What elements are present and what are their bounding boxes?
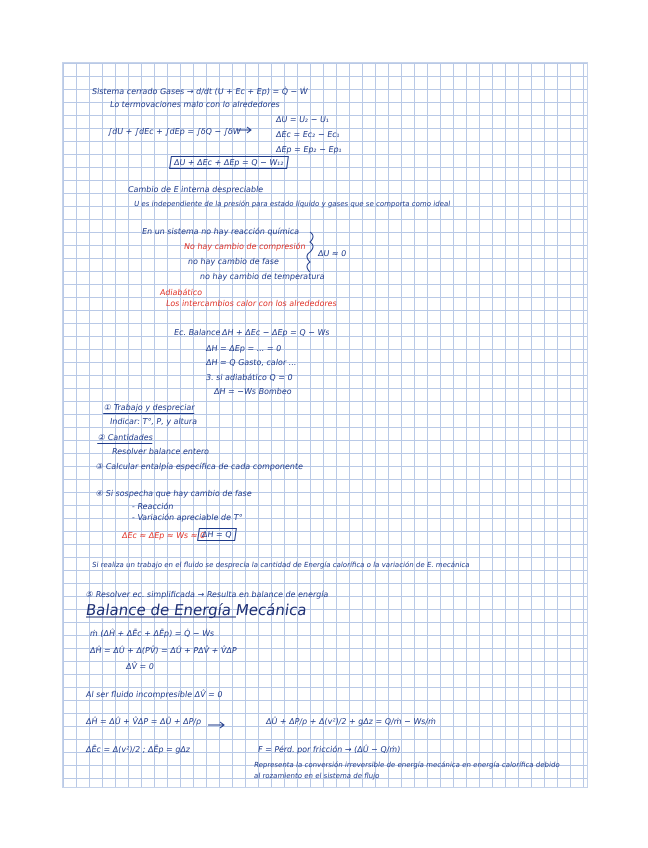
adiabatico-description: Los intercambios calor con los alrededores	[165, 299, 338, 308]
final-note-2: al rozamiento en el sistema de flujo	[253, 772, 380, 780]
note-line-1b: Lo termovaciones malo con lo alrededores	[109, 100, 281, 109]
step-2-desc: Resolver balance entero	[111, 447, 210, 456]
work-note: Si realiza un trabajo en el fluido se desprecia la cantidad de Energía calorífica o la variación de E. mecánica	[91, 561, 471, 569]
def-delta-ep: ΔEp = Ep₂ − Ep₁	[275, 145, 343, 154]
step-1: ① Trabajo y despreciar	[103, 403, 196, 412]
balance-case-3: ΔH = Q Gasto, calor ...	[205, 358, 298, 367]
cambio-title: Cambio de E interna despreciable	[127, 185, 264, 194]
balance-label: Ec. Balance	[173, 328, 222, 337]
balance-case-5: ΔH = −Ws Bombeo	[213, 387, 293, 396]
step-4-a: - Reacción	[131, 502, 175, 511]
balance-case-4: 3. si adiabático Q = 0	[205, 373, 294, 382]
mechanical-eq-2: ΔĤ = ΔÛ + Δ(PV̂) = ΔÛ + PΔV̂ + V̂ΔP	[89, 646, 238, 655]
balance-equation: ΔH + ΔEc − ΔEp = Q − Ws	[221, 328, 331, 337]
mechanical-eq-1: ṁ (ΔĤ + ΔĒc + ΔĒp) = Q̇ − Ẇs	[89, 629, 215, 638]
boxed-energy-equation: ΔU + ΔEc + ΔEp = Q − W₁₂	[169, 156, 288, 169]
def-delta-ec: ΔEc = Ec₂ − Ec₁	[275, 130, 341, 139]
final-note-1: Representa la conversión irreversible de energía mecánica en energía calorífica debido	[253, 761, 561, 769]
note-line-1: Sistema cerrado Gases → d/dt (U + Ec + Ep) = Q̇ − Ẇ	[91, 87, 309, 96]
red-equation: ΔEc ≈ ΔEp ≈ Ws ≈ 0	[121, 531, 206, 540]
adiabatico-label: Adiabático	[159, 288, 203, 297]
mechanical-eq-3: ΔV̂ = 0	[125, 662, 155, 671]
condition-intro: En un sistema no hay reacción química	[141, 227, 300, 236]
formula-3: ΔĒc = Δ(v²)/2 ; ΔĒp = gΔz	[85, 745, 191, 754]
def-delta-u: ΔU = U₂ − U₁	[275, 115, 330, 124]
formula-2: ΔÛ + ΔP/ρ + Δ(v²)/2 + gΔz = Q/ṁ − Ws/ṁ	[265, 717, 437, 726]
condition-no-compression: No hay cambio de compresión	[183, 242, 307, 251]
incompressible-note: Al ser fluido incompresible ΔV̂ = 0	[85, 690, 224, 699]
step-4-b: - Variación apreciable de T°	[131, 513, 244, 522]
section-title: Balance de Energía Mecánica	[84, 601, 308, 619]
condition-result: ΔU ≈ 0	[317, 249, 347, 258]
integral-equation: ∫dU + ∫dEc + ∫dEp = ∫δQ − ∫δW	[107, 127, 242, 136]
step-3: ③ Calcular entalpía específica de cada componente	[95, 462, 304, 471]
condition-no-phase-change: no hay cambio de fase	[187, 257, 280, 266]
cambio-description: U es independiente de la presión para estado líquido y gases que se comporta como ideal	[133, 200, 451, 208]
step-1-desc: Indicar: T°, P, y altura	[109, 417, 198, 426]
balance-case-2: ΔH = ΔEp = ... = 0	[205, 344, 282, 353]
condition-no-temperature-change: no hay cambio de temperatura	[199, 272, 326, 281]
step-5: ⑤ Resolver ec. simplificada → Resulta en balance de energía	[85, 590, 330, 599]
step-4: ④ Si sospecha que hay cambio de fase	[95, 489, 253, 498]
formula-4: F = Pérd. por fricción → (ΔÛ − Q/ṁ)	[257, 745, 401, 754]
step-2: ② Cantidades	[97, 433, 154, 442]
boxed-enthalpy-equation: ΔH = Q	[197, 528, 236, 541]
formula-1: ΔĤ = ΔÛ + V̂ΔP = ΔÛ + ΔP/ρ	[85, 717, 202, 726]
